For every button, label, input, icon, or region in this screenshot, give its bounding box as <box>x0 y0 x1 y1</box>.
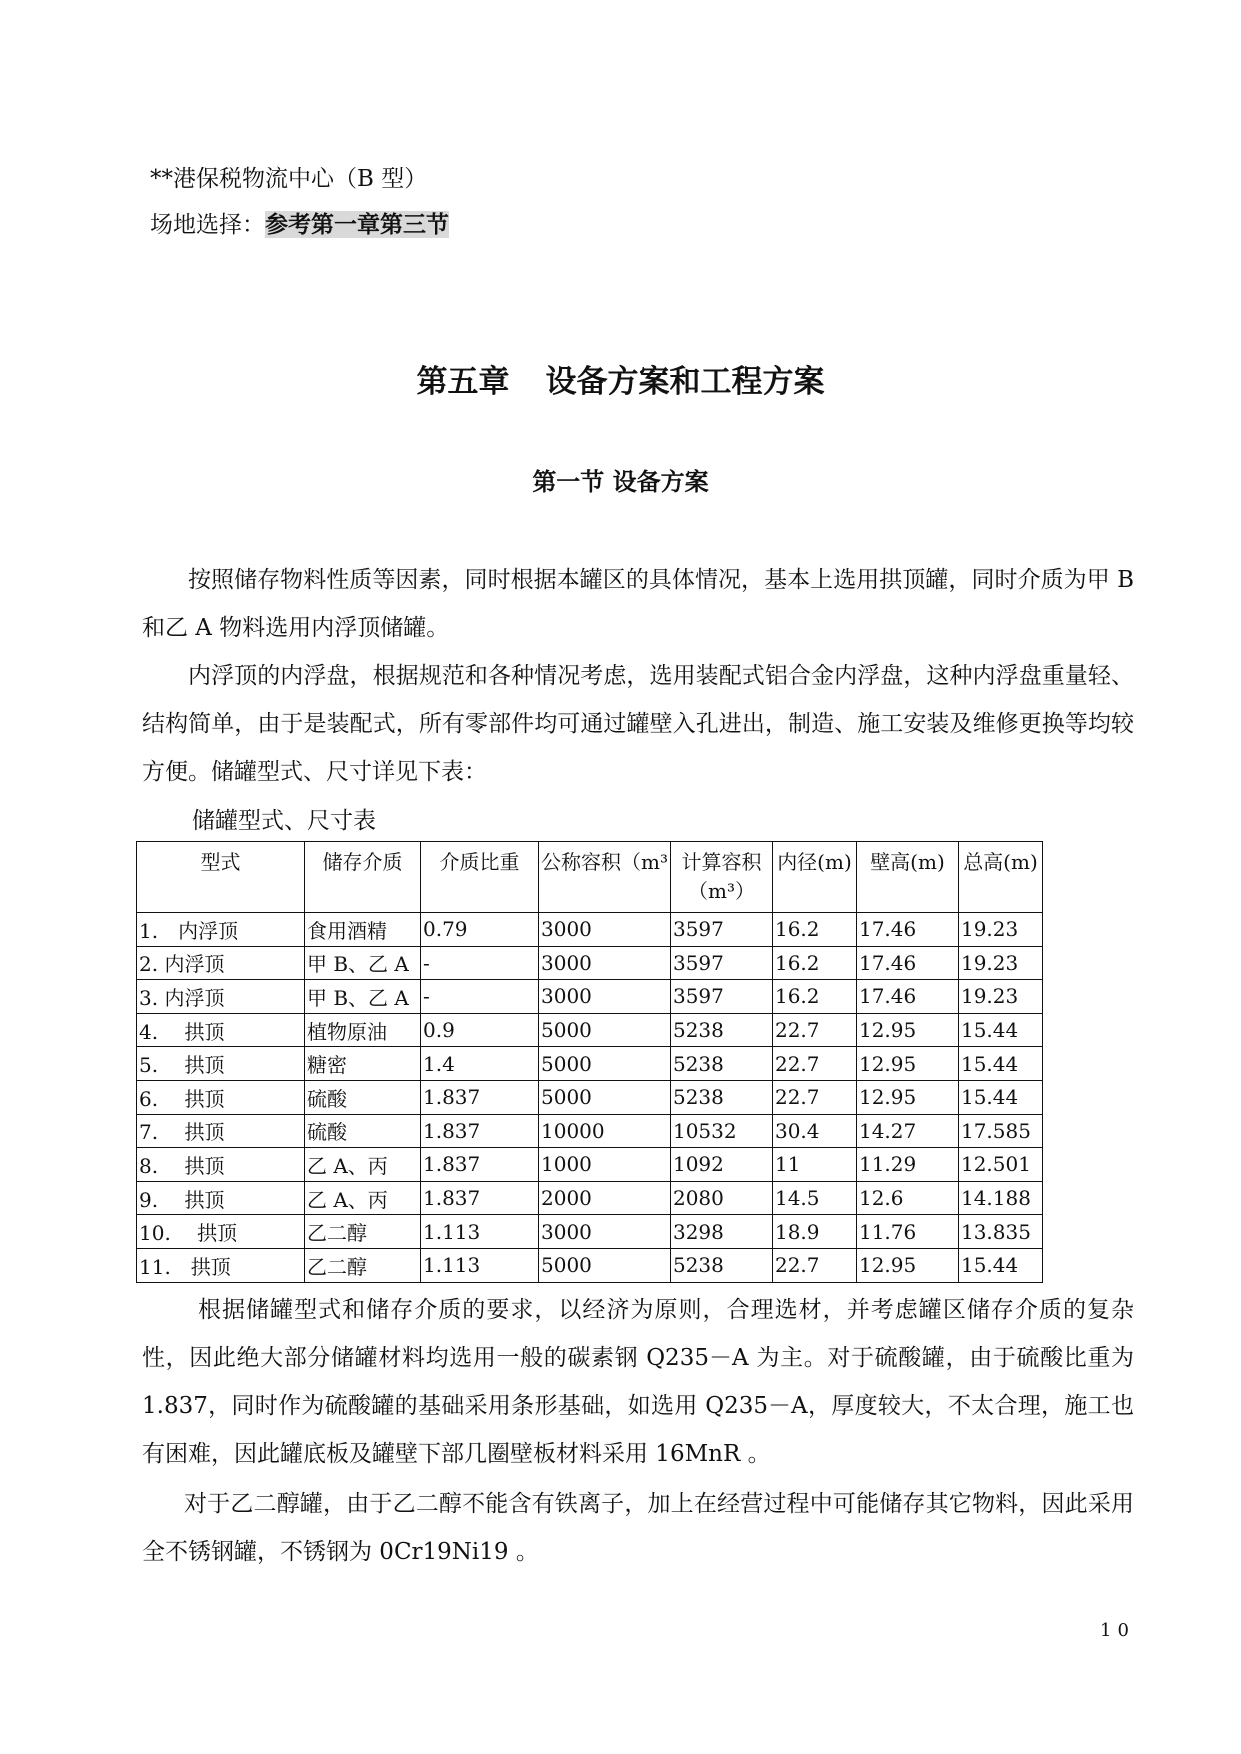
cell-calc: 1092 <box>670 1148 772 1182</box>
cell-total: 19.23 <box>958 980 1042 1014</box>
header-type: 型式 <box>137 842 305 913</box>
cell-medium: 乙二醇 <box>305 1215 421 1249</box>
cell-total: 19.23 <box>958 913 1042 947</box>
table-row <box>137 1215 1043 1249</box>
cell-diameter: 22.7 <box>772 1248 856 1282</box>
cell-calc: 3597 <box>670 946 772 980</box>
cell-medium: 硫酸 <box>305 1080 421 1114</box>
cell-medium: 硫酸 <box>305 1114 421 1148</box>
cell-diameter: 30.4 <box>772 1114 856 1148</box>
cell-medium: 糖密 <box>305 1047 421 1081</box>
header-total-height: 总高(m) <box>958 842 1042 913</box>
cell-wall: 12.95 <box>856 1047 958 1081</box>
cell-total: 19.23 <box>958 946 1042 980</box>
cell-density: 1.837 <box>421 1148 539 1182</box>
cell-wall: 11.29 <box>856 1148 958 1182</box>
header-calc-volume: 计算容积（m³） <box>670 842 772 913</box>
site-selection-label: 场地选择： <box>150 212 265 238</box>
cell-wall: 17.46 <box>856 980 958 1014</box>
cell-diameter: 16.2 <box>772 913 856 947</box>
cell-wall: 11.76 <box>856 1215 958 1249</box>
cell-density: 1.4 <box>421 1047 539 1081</box>
cell-wall: 12.6 <box>856 1181 958 1215</box>
table-row <box>137 1047 1043 1081</box>
cell-type: 3. 内浮顶 <box>137 980 305 1014</box>
cell-diameter: 11 <box>772 1148 856 1182</box>
cell-type: 6. 拱顶 <box>137 1080 305 1114</box>
cell-density: 0.79 <box>421 913 539 947</box>
cell-calc: 5238 <box>670 1047 772 1081</box>
cell-type: 1. 内浮顶 <box>137 913 305 947</box>
cell-diameter: 16.2 <box>772 946 856 980</box>
cell-medium: 乙 A、丙 <box>305 1148 421 1182</box>
cell-diameter: 22.7 <box>772 1080 856 1114</box>
tank-spec-table <box>136 841 1043 1283</box>
cell-diameter: 14.5 <box>772 1181 856 1215</box>
cell-medium: 乙二醇 <box>305 1248 421 1282</box>
cell-nominal: 5000 <box>539 1248 671 1282</box>
header-medium: 储存介质 <box>305 842 421 913</box>
cell-diameter: 22.7 <box>772 1047 856 1081</box>
header-diameter: 内径(m) <box>772 842 856 913</box>
table-row <box>137 1248 1043 1282</box>
cell-density: 0.9 <box>421 1013 539 1047</box>
header-line-1: **港保税物流中心（B 型） <box>150 166 428 192</box>
header-line-2 <box>150 206 449 239</box>
cell-total: 14.188 <box>958 1181 1042 1215</box>
header-density: 介质比重 <box>421 842 539 913</box>
cell-wall: 12.95 <box>856 1080 958 1114</box>
chapter-name: 设备方案和工程方案 <box>545 364 825 400</box>
table-caption: 储罐型式、尺寸表 <box>192 808 376 834</box>
table-row <box>137 913 1043 947</box>
cell-calc: 5238 <box>670 1080 772 1114</box>
table-row <box>137 1114 1043 1148</box>
cell-nominal: 5000 <box>539 1013 671 1047</box>
page-number: 10 <box>1100 1620 1135 1641</box>
chapter-title <box>0 356 1241 401</box>
cell-nominal: 3000 <box>539 946 671 980</box>
cell-calc: 5238 <box>670 1248 772 1282</box>
cell-calc: 3597 <box>670 980 772 1014</box>
cell-diameter: 22.7 <box>772 1013 856 1047</box>
cell-type: 2. 内浮顶 <box>137 946 305 980</box>
cell-total: 15.44 <box>958 1248 1042 1282</box>
cell-diameter: 16.2 <box>772 980 856 1014</box>
cell-density: 1.837 <box>421 1114 539 1148</box>
cell-total: 17.585 <box>958 1114 1042 1148</box>
cell-nominal: 3000 <box>539 1215 671 1249</box>
cell-type: 5. 拱顶 <box>137 1047 305 1081</box>
table-body <box>137 913 1043 1283</box>
cell-diameter: 18.9 <box>772 1215 856 1249</box>
cell-wall: 17.46 <box>856 946 958 980</box>
cell-medium: 植物原油 <box>305 1013 421 1047</box>
cell-type: 4. 拱顶 <box>137 1013 305 1047</box>
cell-total: 15.44 <box>958 1013 1042 1047</box>
cell-wall: 12.95 <box>856 1248 958 1282</box>
section-title: 第一节 设备方案 <box>532 467 709 496</box>
cell-type: 11. 拱顶 <box>137 1248 305 1282</box>
cell-nominal: 1000 <box>539 1148 671 1182</box>
paragraph-2: 内浮顶的内浮盘，根据规范和各种情况考虑，选用装配式铝合金内浮盘，这种内浮盘重量轻、结构简单，由于是装配式，所有零部件均可通过罐壁入孔进出，制造、施工安装及维修更换等均较方便。储罐型式、尺寸详见下表： <box>142 663 1134 785</box>
table-row <box>137 1080 1043 1114</box>
cell-total: 15.44 <box>958 1047 1042 1081</box>
table-row <box>137 1013 1043 1047</box>
cell-density: 1.837 <box>421 1181 539 1215</box>
cell-calc: 5238 <box>670 1013 772 1047</box>
cell-nominal: 5000 <box>539 1047 671 1081</box>
table-row <box>137 980 1043 1014</box>
cell-type: 10. 拱顶 <box>137 1215 305 1249</box>
cell-wall: 17.46 <box>856 913 958 947</box>
cell-nominal: 10000 <box>539 1114 671 1148</box>
site-selection-highlight: 参考第一章第三节 <box>265 211 449 238</box>
cell-wall: 14.27 <box>856 1114 958 1148</box>
table-row <box>137 1148 1043 1182</box>
cell-nominal: 3000 <box>539 913 671 947</box>
cell-calc: 10532 <box>670 1114 772 1148</box>
cell-medium: 乙 A、丙 <box>305 1181 421 1215</box>
header-wall-height: 壁高(m) <box>856 842 958 913</box>
table-row <box>137 1181 1043 1215</box>
cell-total: 12.501 <box>958 1148 1042 1182</box>
cell-medium: 食用酒精 <box>305 913 421 947</box>
chapter-number: 第五章 <box>416 364 510 400</box>
cell-nominal: 2000 <box>539 1181 671 1215</box>
table-header-row <box>137 842 1043 913</box>
cell-type: 9. 拱顶 <box>137 1181 305 1215</box>
paragraph-1: 按照储存物料性质等因素，同时根据本罐区的具体情况，基本上选用拱顶罐，同时介质为甲 B 和乙 A 物料选用内浮顶储罐。 <box>142 567 1134 641</box>
cell-calc: 3597 <box>670 913 772 947</box>
cell-total: 13.835 <box>958 1215 1042 1249</box>
paragraph-3: 根据储罐型式和储存介质的要求，以经济为原则，合理选材，并考虑罐区储存介质的复杂性，因此绝大部分储罐材料均选用一般的碳素钢 Q235－A 为主。对于硫酸罐，由于硫酸比重为 1.837，同时作为硫酸罐的基础采用条形基础，如选用 Q235－A，厚度较大，不太合理，施工也有困难，因此罐底板及罐壁下部几圈壁板材料采用 16MnR 。 <box>142 1297 1134 1467</box>
cell-nominal: 5000 <box>539 1080 671 1114</box>
cell-density: - <box>421 946 539 980</box>
cell-calc: 3298 <box>670 1215 772 1249</box>
paragraph-4: 对于乙二醇罐，由于乙二醇不能含有铁离子，加上在经营过程中可能储存其它物料，因此采用全不锈钢罐，不锈钢为 0Cr19Ni19 。 <box>142 1491 1134 1565</box>
cell-nominal: 3000 <box>539 980 671 1014</box>
cell-density: 1.837 <box>421 1080 539 1114</box>
cell-total: 15.44 <box>958 1080 1042 1114</box>
cell-medium: 甲 B、乙 A <box>305 980 421 1014</box>
cell-medium: 甲 B、乙 A <box>305 946 421 980</box>
cell-density: - <box>421 980 539 1014</box>
cell-type: 7. 拱顶 <box>137 1114 305 1148</box>
cell-density: 1.113 <box>421 1215 539 1249</box>
cell-density: 1.113 <box>421 1248 539 1282</box>
cell-wall: 12.95 <box>856 1013 958 1047</box>
table-row <box>137 946 1043 980</box>
cell-calc: 2080 <box>670 1181 772 1215</box>
header-nominal-volume: 公称容积（m³ <box>539 842 671 913</box>
cell-type: 8. 拱顶 <box>137 1148 305 1182</box>
